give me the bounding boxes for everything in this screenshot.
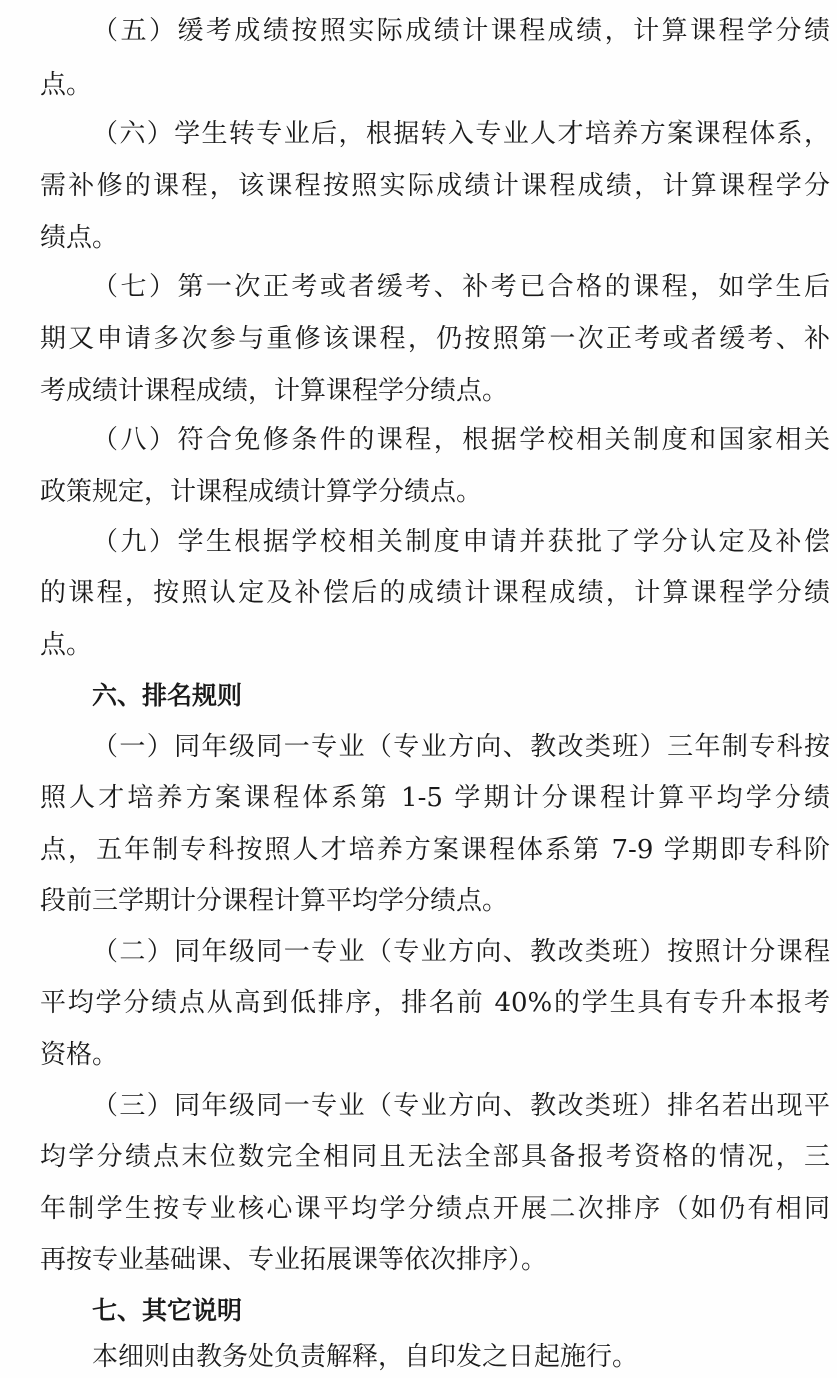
item-9-line-1: （九）学生根据学校相关制度申请并获批了学分认定及补偿	[92, 527, 830, 557]
rule-3-line-3: 年制学生按专业核心课平均学分绩点开展二次排序（如仍有相同	[40, 1194, 830, 1224]
item-8-line-2: 政策规定，计课程成绩计算学分绩点。	[40, 477, 483, 507]
rule-2-line-3: 资格。	[40, 1040, 119, 1070]
item-5-line-1: （五）缓考成绩按照实际成绩计课程成绩，计算课程学分绩	[92, 16, 830, 46]
item-9-line-2: 的课程，按照认定及补偿后的成绩计课程成绩，计算课程学分绩	[40, 578, 830, 608]
item-5-line-2: 点。	[40, 70, 93, 100]
other-notes-line-1: 本细则由教务处负责解释，自印发之日起施行。	[92, 1342, 639, 1372]
rule-3-line-1: （三）同年级同一专业（专业方向、教改类班）排名若出现平	[92, 1091, 830, 1121]
section-6-heading: 六、排名规则	[92, 681, 243, 710]
item-6-line-3: 绩点。	[40, 223, 119, 253]
rule-3-line-4: 再按专业基础课、专业拓展课等依次排序）。	[40, 1245, 548, 1275]
section-7-heading: 七、其它说明	[92, 1296, 243, 1325]
item-7-line-2: 期又申请多次参与重修该课程，仍按照第一次正考或者缓考、补	[40, 324, 830, 354]
item-7-line-1: （七）第一次正考或者缓考、补考已合格的课程，如学生后	[92, 272, 830, 302]
item-6-line-1: （六）学生转专业后，根据转入专业人才培养方案课程体系，	[92, 119, 830, 149]
item-9-line-3: 点。	[40, 630, 93, 660]
item-6-line-2: 需补修的课程，该课程按照实际成绩计课程成绩，计算课程学分	[40, 171, 830, 201]
rule-2-line-1: （二）同年级同一专业（专业方向、教改类班）按照计分课程	[92, 937, 830, 967]
rule-1-line-2: 照人才培养方案课程体系第 1-5 学期计分课程计算平均学分绩	[40, 783, 830, 813]
rule-1-line-3: 点，五年制专科按照人才培养方案课程体系第 7-9 学期即专科阶	[40, 835, 830, 865]
item-8-line-1: （八）符合免修条件的课程，根据学校相关制度和国家相关	[92, 425, 830, 455]
rule-3-line-2: 均学分绩点末位数完全相同且无法全部具备报考资格的情况，三	[40, 1142, 830, 1172]
rule-2-line-2: 平均学分绩点从高到低排序，排名前 40%的学生具有专升本报考	[40, 988, 830, 1018]
rule-1-line-1: （一）同年级同一专业（专业方向、教改类班）三年制专科按	[92, 732, 830, 762]
rule-1-line-4: 段前三学期计分课程计算平均学分绩点。	[40, 886, 509, 916]
item-7-line-3: 考成绩计课程成绩，计算课程学分绩点。	[40, 376, 509, 406]
